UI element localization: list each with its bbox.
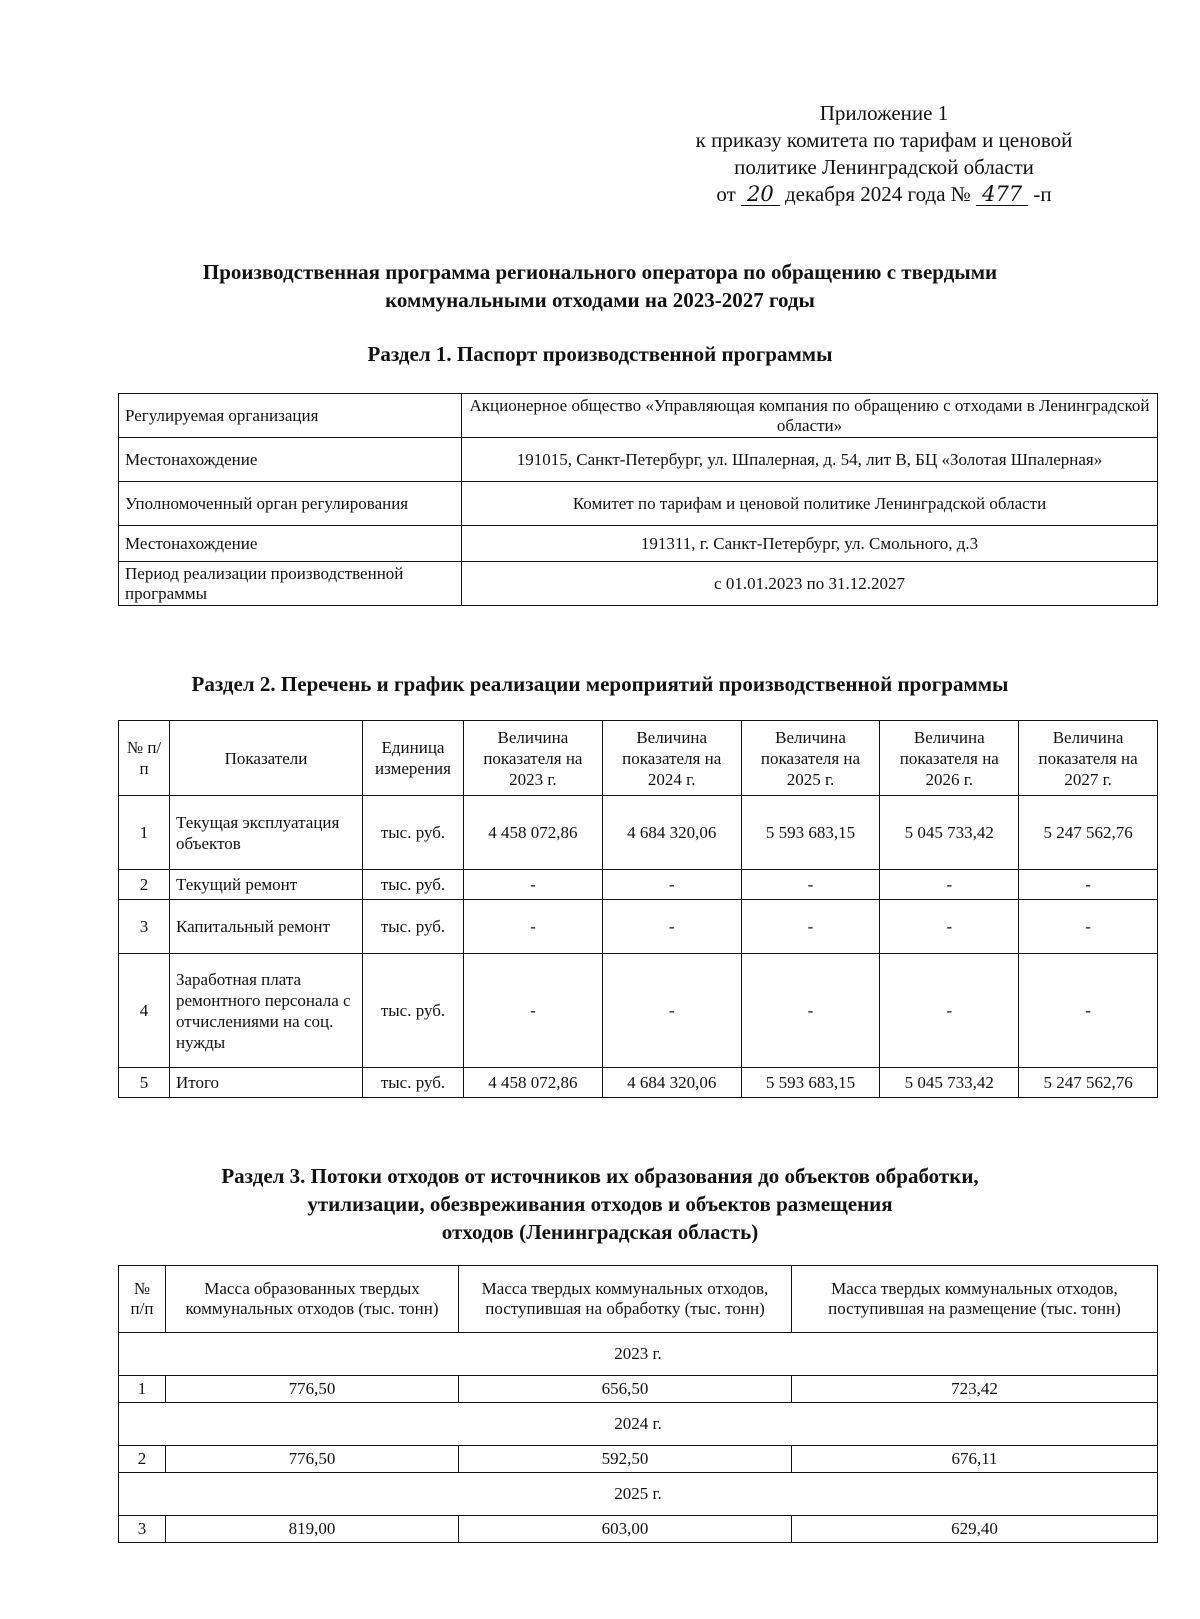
section1-heading: Раздел 1. Паспорт производственной программы — [367, 342, 833, 366]
passport-value: с 01.01.2023 по 31.12.2027 — [462, 562, 1158, 606]
year-row — [119, 1473, 1158, 1516]
value-2025: 5 593 683,15 — [741, 1068, 880, 1098]
table-row — [119, 526, 1158, 562]
table-row — [119, 1068, 1158, 1098]
unit: тыс. руб. — [363, 870, 464, 900]
date-prefix: от — [716, 182, 736, 206]
value-2027: - — [1019, 954, 1158, 1068]
generated-mass: 776,50 — [166, 1376, 459, 1403]
section3-heading-line3: отходов (Ленинградская область) — [441, 1220, 759, 1244]
value-2027: 5 247 562,76 — [1019, 1068, 1158, 1098]
indicator-name: Капитальный ремонт — [170, 900, 363, 954]
value-2026: 5 045 733,42 — [880, 796, 1019, 870]
table-row — [119, 1376, 1158, 1403]
column-header: Масса твердых коммунальных отходов, поступившая на размещение (тыс. тонн) — [792, 1266, 1158, 1333]
column-header: Величина показателя на 2027 г. — [1019, 721, 1158, 796]
column-header: Единица измерения — [363, 721, 464, 796]
value-2027: - — [1019, 900, 1158, 954]
appendix-order-line: к приказу комитета по тарифам и ценовой — [695, 128, 1073, 152]
year-row — [119, 1403, 1158, 1446]
column-header: Масса образованных твердых коммунальных отходов (тыс. тонн) — [166, 1266, 459, 1333]
year-label: 2025 г. — [119, 1473, 1158, 1516]
value-2026: - — [880, 870, 1019, 900]
table-row — [119, 438, 1158, 482]
value-2024: 4 684 320,06 — [602, 1068, 741, 1098]
passport-value: 191015, Санкт-Петербург, ул. Шпалерная, д. 54, лит В, БЦ «Золотая Шпалерная» — [462, 438, 1158, 482]
section3-heading-line1: Раздел 3. Потоки отходов от источников их образования до объектов обработки, — [221, 1164, 979, 1188]
processed-mass: 603,00 — [459, 1516, 792, 1543]
value-2023: 4 458 072,86 — [464, 796, 603, 870]
section3-heading-line2: утилизации, обезвреживания отходов и объектов размещения — [307, 1192, 893, 1216]
row-number: 5 — [119, 1068, 170, 1098]
value-2024: 4 684 320,06 — [602, 796, 741, 870]
table-row — [119, 1516, 1158, 1543]
generated-mass: 819,00 — [166, 1516, 459, 1543]
section2-heading: Раздел 2. Перечень и график реализации мероприятий производственной программы — [191, 672, 1009, 696]
indicator-name: Итого — [170, 1068, 363, 1098]
year-label: 2023 г. — [119, 1333, 1158, 1376]
unit: тыс. руб. — [363, 796, 464, 870]
value-2024: - — [602, 900, 741, 954]
unit: тыс. руб. — [363, 1068, 464, 1098]
appendix-committee-line: политике Ленинградской области — [734, 155, 1034, 179]
appendix-date-line — [654, 181, 1114, 208]
value-2024: - — [602, 870, 741, 900]
table-row — [119, 954, 1158, 1068]
value-2025: - — [741, 954, 880, 1068]
table-row — [119, 562, 1158, 606]
document-title-line2: коммунальными отходами на 2023-2027 годы — [385, 288, 815, 312]
indicator-name: Текущая эксплуатация объектов — [170, 796, 363, 870]
unit: тыс. руб. — [363, 900, 464, 954]
table-row — [119, 482, 1158, 526]
column-header: Величина показателя на 2024 г. — [602, 721, 741, 796]
handwritten-day: 20 — [741, 183, 780, 206]
document-title-line1: Производственная программа регионального оператора по обращению с твердыми — [202, 260, 998, 284]
column-header: № п/п — [119, 1266, 166, 1333]
table-row — [119, 394, 1158, 438]
row-number: 3 — [119, 900, 170, 954]
row-number: 1 — [119, 796, 170, 870]
table-header-row — [119, 721, 1158, 796]
column-header: № п/п — [119, 721, 170, 796]
placed-mass: 676,11 — [792, 1446, 1158, 1473]
column-header: Масса твердых коммунальных отходов, поступившая на обработку (тыс. тонн) — [459, 1266, 792, 1333]
passport-table — [118, 393, 1158, 606]
row-number: 2 — [119, 1446, 166, 1473]
passport-label: Местонахождение — [119, 526, 462, 562]
processed-mass: 592,50 — [459, 1446, 792, 1473]
column-header: Величина показателя на 2026 г. — [880, 721, 1019, 796]
row-number: 1 — [119, 1376, 166, 1403]
processed-mass: 656,50 — [459, 1376, 792, 1403]
table-header-row — [119, 1266, 1158, 1333]
table-row — [119, 1446, 1158, 1473]
appendix-header — [654, 100, 1114, 208]
placed-mass: 629,40 — [792, 1516, 1158, 1543]
passport-label: Период реализации производственной программы — [119, 562, 462, 606]
indicator-name: Заработная плата ремонтного персонала с отчислениями на соц. нужды — [170, 954, 363, 1068]
unit: тыс. руб. — [363, 954, 464, 1068]
year-row — [119, 1333, 1158, 1376]
row-number: 2 — [119, 870, 170, 900]
column-header: Величина показателя на 2023 г. — [464, 721, 603, 796]
value-2027: 5 247 562,76 — [1019, 796, 1158, 870]
value-2023: - — [464, 900, 603, 954]
waste-flows-table — [118, 1265, 1158, 1543]
value-2023: 4 458 072,86 — [464, 1068, 603, 1098]
passport-value: Акционерное общество «Управляющая компания по обращению с отходами в Ленинградской области» — [462, 394, 1158, 438]
value-2025: 5 593 683,15 — [741, 796, 880, 870]
table-row — [119, 796, 1158, 870]
value-2024: - — [602, 954, 741, 1068]
passport-value: Комитет по тарифам и ценовой политике Ленинградской области — [462, 482, 1158, 526]
value-2026: - — [880, 900, 1019, 954]
generated-mass: 776,50 — [166, 1446, 459, 1473]
value-2025: - — [741, 870, 880, 900]
year-label: 2024 г. — [119, 1403, 1158, 1446]
value-2023: - — [464, 954, 603, 1068]
value-2026: 5 045 733,42 — [880, 1068, 1019, 1098]
value-2027: - — [1019, 870, 1158, 900]
row-number: 4 — [119, 954, 170, 1068]
value-2026: - — [880, 954, 1019, 1068]
column-header: Показатели — [170, 721, 363, 796]
table-row — [119, 900, 1158, 954]
value-2025: - — [741, 900, 880, 954]
order-suffix: -п — [1033, 182, 1052, 206]
handwritten-order-number: 477 — [976, 183, 1028, 206]
passport-value: 191311, г. Санкт-Петербург, ул. Смольного, д.3 — [462, 526, 1158, 562]
passport-label: Местонахождение — [119, 438, 462, 482]
document-title — [100, 258, 1100, 314]
passport-label: Регулируемая организация — [119, 394, 462, 438]
row-number: 3 — [119, 1516, 166, 1543]
table-row — [119, 870, 1158, 900]
indicator-name: Текущий ремонт — [170, 870, 363, 900]
appendix-title: Приложение 1 — [819, 101, 949, 125]
program-activities-table — [118, 720, 1158, 1098]
column-header: Величина показателя на 2025 г. — [741, 721, 880, 796]
date-middle: декабря 2024 года № — [784, 182, 971, 206]
section3-heading — [100, 1162, 1100, 1246]
value-2023: - — [464, 870, 603, 900]
placed-mass: 723,42 — [792, 1376, 1158, 1403]
passport-label: Уполномоченный орган регулирования — [119, 482, 462, 526]
